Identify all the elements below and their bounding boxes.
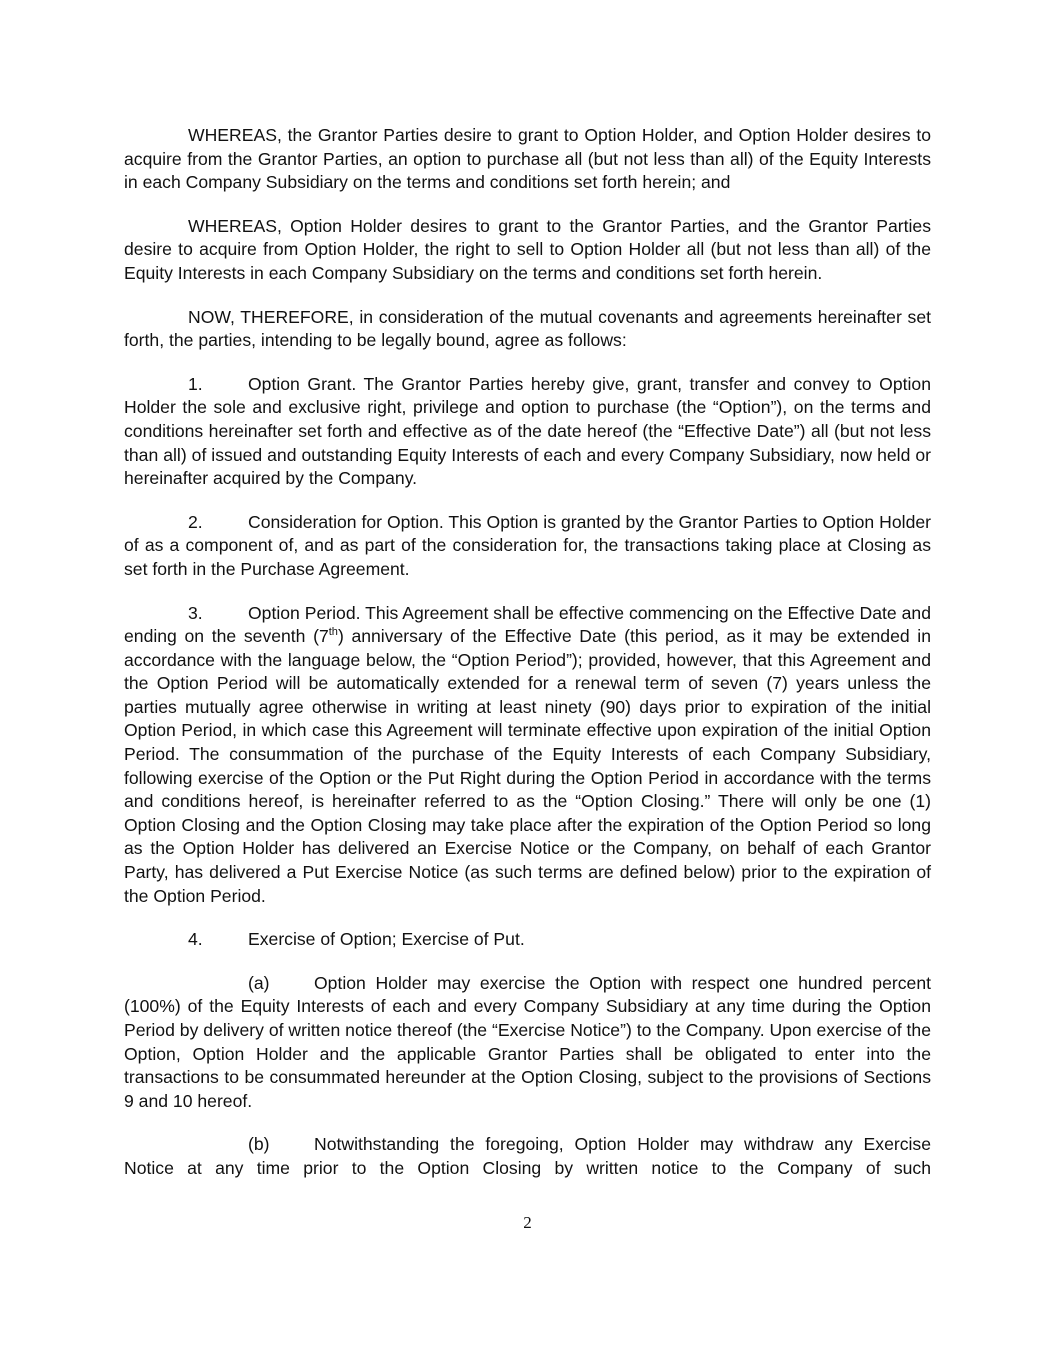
subsection-b-text: Notwithstanding the foregoing, Option Holder may withdraw any Exercise Notice at any time prior to the Option Closing by written notice to the Company of such bbox=[124, 1134, 931, 1178]
section-3-number: 3. bbox=[188, 602, 203, 623]
section-3-text-end: ) anniversary of the Effective Date (this period, as it may be extended in accordance with the language below, the “Option Period”); provided, however, that this Agreement and the Option Period will be automatically extended for a renewal term of seven (7) years unless the parties mutually agree otherwise in writing at least ninety (90) days prior to expiration of the initial Option Period, in which case this Agreement will terminate effective upon expiration of the initial Option Period. The consummation of the purchase of the Equity Interests of each Company Subsidiary, following exercise of the Option or the Put Right during the Option Period in accordance with the terms and conditions hereof, is hereinafter referred to as the “Option Closing.” There will only be one (1) Option Closing and the Option Closing may take place after the expiration of the Option Period so long as the Option Holder has delivered an Exercise Notice or the Company, on behalf of each Grantor Party, has delivered a Put Exercise Notice (as such terms are defined below) prior to the expiration of the Option Period. bbox=[124, 626, 931, 906]
page-number: 2 bbox=[523, 1213, 532, 1232]
section-2-paragraph bbox=[124, 511, 931, 582]
section-1-number: 1. bbox=[188, 373, 203, 394]
recital-paragraph-3: NOW, THEREFORE, in consideration of the mutual covenants and agreements hereinafter set forth, the parties, intending to be legally bound, agree as follows: bbox=[124, 306, 931, 351]
subsection-b-label: (b) bbox=[248, 1134, 270, 1155]
document-body bbox=[124, 124, 931, 1201]
section-3-paragraph bbox=[124, 602, 931, 909]
subsection-a-text: Option Holder may exercise the Option with respect one hundred percent (100%) of the Equity Interests of each and every Company Subsidiary at any time during the Option Period by delivery of written notice thereof (the “Exercise Notice”) to the Company. Upon exercise of the Option, Option Holder and the applicable Grantor Parties shall be obligated to enter into the transactions to be consummated hereunder at the Option Closing, subject to the provisions of Sections 9 and 10 hereof. bbox=[124, 972, 931, 1111]
subsection-b-paragraph bbox=[124, 1133, 931, 1180]
recital-paragraph-2: WHEREAS, Option Holder desires to grant to the Grantor Parties, and the Grantor Parties desire to acquire from Option Holder, the right to sell to Option Holder all (but not less than all) of the Equity Interests in each Company Subsidiary on the terms and conditions set forth herein. bbox=[124, 215, 931, 283]
section-3-text-start: Option Period. This Agreement shall be effective commencing on the Effective Date and ending on the seventh (7 bbox=[124, 602, 931, 647]
section-4-number: 4. bbox=[188, 929, 203, 950]
section-1-text: Option Grant. The Grantor Parties hereby give, grant, transfer and convey to Option Holder the sole and exclusive right, privilege and option to purchase (the “Option”), on the terms and conditions hereinafter set forth and effective as of the date hereof (the “Effective Date”) all (but not less than all) of issued and outstanding Equity Interests of each and every Company Subsidiary, now held or hereinafter acquired by the Company. bbox=[124, 373, 931, 489]
recital-paragraph-1: WHEREAS, the Grantor Parties desire to grant to Option Holder, and Option Holder desires to acquire from the Grantor Parties, an option to purchase all (but not less than all) of the Equity Interests in each Company Subsidiary on the terms and conditions set forth herein; and bbox=[124, 125, 931, 193]
subsection-a-paragraph bbox=[124, 972, 931, 1114]
ordinal-superscript: th bbox=[328, 626, 338, 639]
section-4-heading bbox=[124, 928, 931, 952]
section-4-text: Exercise of Option; Exercise of Put. bbox=[248, 929, 525, 950]
section-2-text: Consideration for Option. This Option is granted by the Grantor Parties to Option Holder of as a component of, and as part of the consideration for, the transactions taking place at Closing as set forth in the Purchase Agreement. bbox=[124, 511, 931, 579]
section-1-paragraph bbox=[124, 373, 931, 491]
subsection-a-label: (a) bbox=[248, 972, 270, 993]
section-2-number: 2. bbox=[188, 511, 203, 532]
